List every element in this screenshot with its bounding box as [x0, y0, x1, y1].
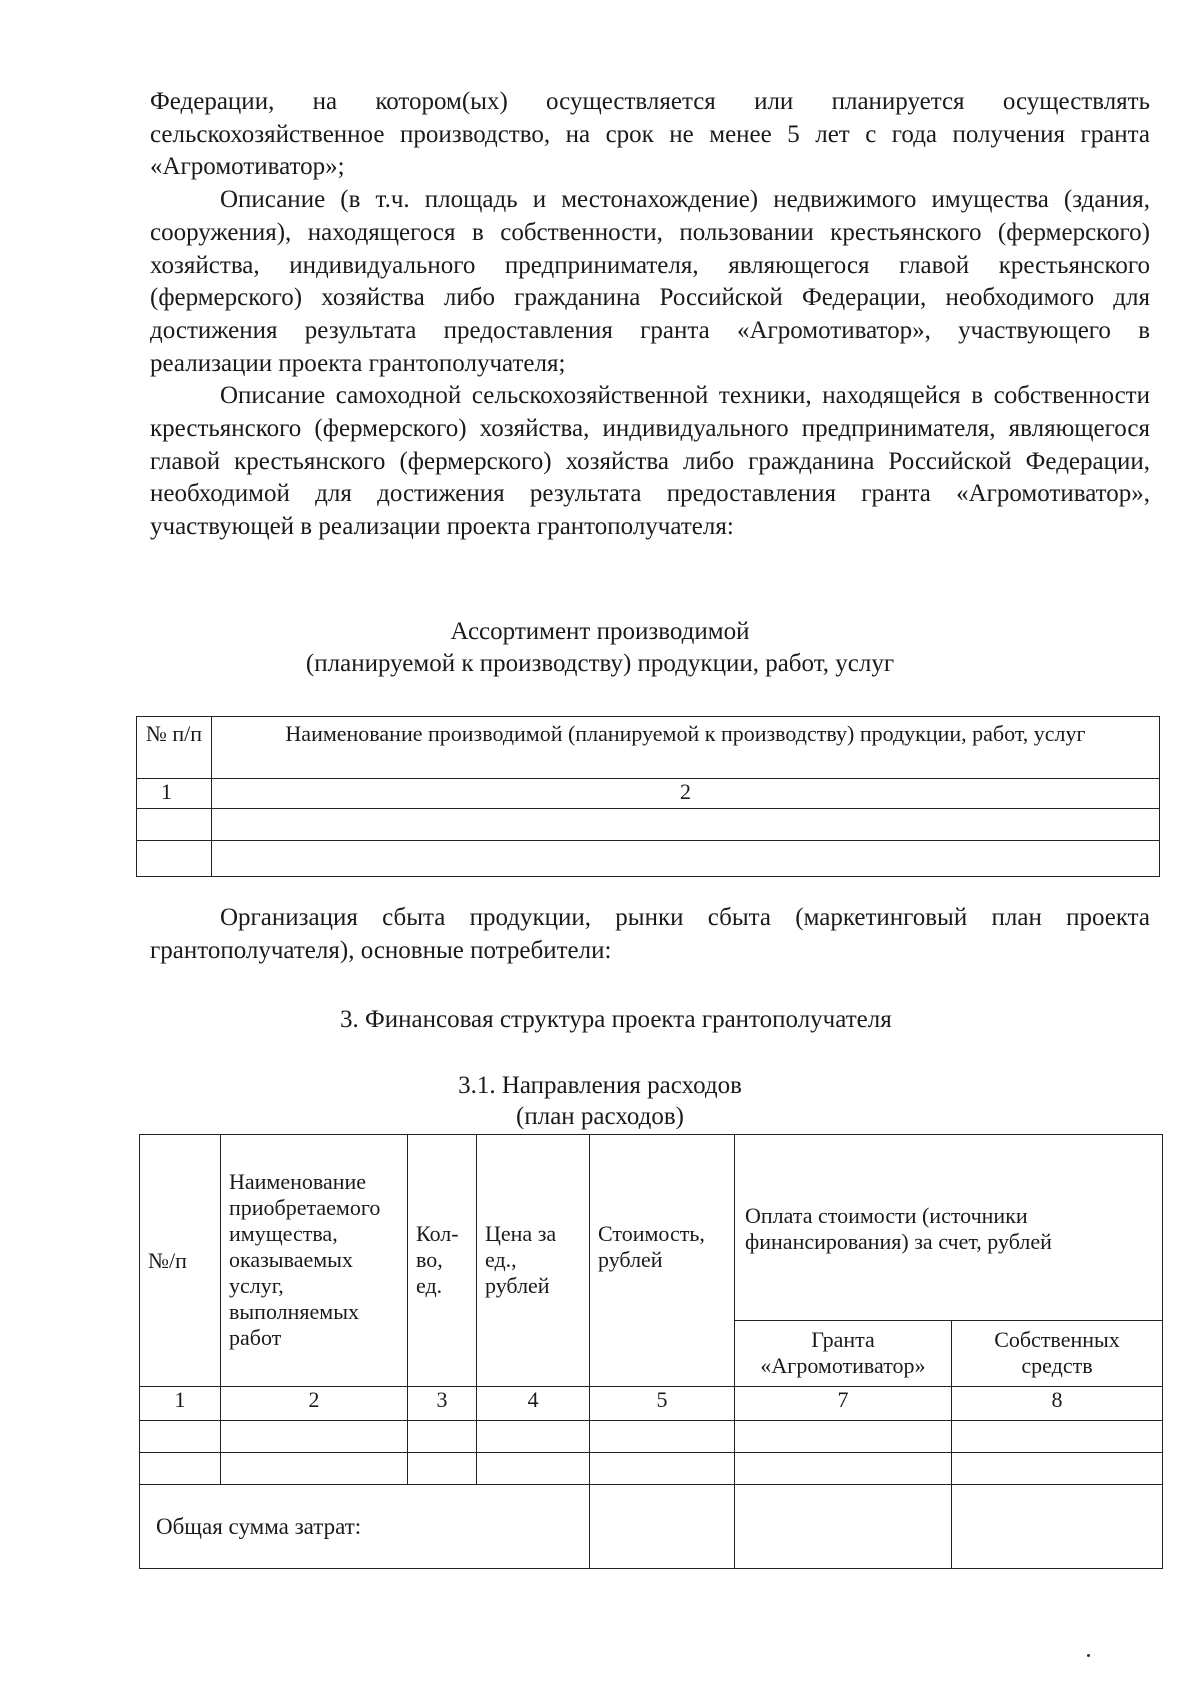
assortment-col2-header: Наименование производимой (планируемой к производству) продукции, работ, услуг: [212, 717, 1160, 779]
expenses-h-price: Цена за ед., рублей: [477, 1135, 590, 1387]
assortment-table: [136, 716, 1160, 877]
table-cell: [735, 1421, 952, 1453]
expenses-h-payment: Оплата стоимости (источники финансирования) за счет, рублей: [735, 1135, 1163, 1321]
table-cell: [477, 1453, 590, 1485]
scan-speck: [1087, 1654, 1090, 1657]
expenses-title-1: 3.1. Направления расходов: [458, 1072, 742, 1099]
table-cell: [137, 841, 212, 877]
sales-text: [150, 902, 1150, 967]
expenses-h-qty: Кол-во, ед.: [408, 1135, 477, 1387]
expenses-num: 5: [590, 1387, 735, 1421]
assortment-empty-row: [137, 809, 1160, 841]
assortment-title-1: Ассортимент производимой: [450, 618, 750, 645]
table-cell: [590, 1485, 735, 1569]
table-cell: [140, 1421, 221, 1453]
expenses-num-row: [140, 1387, 1163, 1421]
assortment-header-row: [137, 717, 1160, 779]
expenses-total-label: Общая сумма затрат:: [140, 1485, 590, 1569]
paragraph-1: Федерации, на котором(ых) осуществляется или планируется осуществлять сельскохозяйственное производство, на срок не менее 5 лет с года получения гранта «Агромотиватор»;: [150, 88, 1150, 181]
table-cell: [735, 1453, 952, 1485]
expenses-num: 8: [952, 1387, 1163, 1421]
expenses-num: 4: [477, 1387, 590, 1421]
sales-paragraph: Организация сбыта продукции, рынки сбыта (маркетинговый план проекта грантополучателя), основные потребители:: [150, 904, 1150, 964]
table-cell: [408, 1421, 477, 1453]
expenses-h-cost: Стоимость, рублей: [590, 1135, 735, 1387]
table-cell: [590, 1421, 735, 1453]
expenses-total-row: [140, 1485, 1163, 1569]
section3-title: 3. Финансовая структура проекта грантополучателя: [340, 1006, 892, 1033]
expenses-empty-row: [140, 1421, 1163, 1453]
paragraph-3: Описание самоходной сельскохозяйственной техники, находящейся в собственности крестьянского (фермерского) хозяйства, индивидуального предпринимателя, являющегося главой крестьянского (фермерского) хозяйства либо гражданина Российской Федерации, необходимой для достижения результата предоставления гранта «Агромотиватор», участвующей в реализации проекта грантополучателя:: [150, 382, 1150, 541]
expenses-num: 7: [735, 1387, 952, 1421]
table-cell: [590, 1453, 735, 1485]
expenses-h-own: Собственных средств: [952, 1321, 1163, 1387]
assortment-title-2: (планируемой к производству) продукции, работ, услуг: [305, 650, 895, 677]
table-cell: [212, 809, 1160, 841]
expenses-h-num: №/п: [140, 1135, 221, 1387]
intro-text: [150, 86, 1150, 544]
paragraph-2: Описание (в т.ч. площадь и местонахождение) недвижимого имущества (здания, сооружения), находящегося в собственности, пользовании крестьянского (фермерского) хозяйства, индивидуального предпринимателя, являющегося главой крестьянского (фермерского) хозяйства либо гражданина Российской Федерации, необходимого для достижения результата предоставления гранта «Агромотиватор», участвующего в реализации проекта грантополучателя;: [150, 186, 1150, 377]
assortment-col1-header: № п/п: [137, 717, 212, 779]
table-cell: [221, 1421, 408, 1453]
table-cell: [137, 809, 212, 841]
expenses-num: 2: [221, 1387, 408, 1421]
table-cell: [952, 1453, 1163, 1485]
assortment-num-row: [137, 779, 1160, 809]
expenses-num: 3: [408, 1387, 477, 1421]
table-cell: [140, 1453, 221, 1485]
table-cell: [221, 1453, 408, 1485]
expenses-empty-row: [140, 1453, 1163, 1485]
table-cell: [952, 1421, 1163, 1453]
expenses-h-name: Наименование приобретаемого имущества, оказываемых услуг, выполняемых работ: [221, 1135, 408, 1387]
assortment-empty-row: [137, 841, 1160, 877]
table-cell: [477, 1421, 590, 1453]
expenses-h-grant: Гранта «Агромотиватор»: [735, 1321, 952, 1387]
table-cell: [212, 841, 1160, 877]
expenses-table: [139, 1134, 1163, 1569]
expenses-header-row: [140, 1135, 1163, 1321]
assortment-num-1: 1: [137, 779, 212, 809]
assortment-num-2: 2: [212, 779, 1160, 809]
table-cell: [735, 1485, 952, 1569]
expenses-title-2: (план расходов): [516, 1103, 684, 1130]
table-cell: [408, 1453, 477, 1485]
expenses-num: 1: [140, 1387, 221, 1421]
table-cell: [952, 1485, 1163, 1569]
